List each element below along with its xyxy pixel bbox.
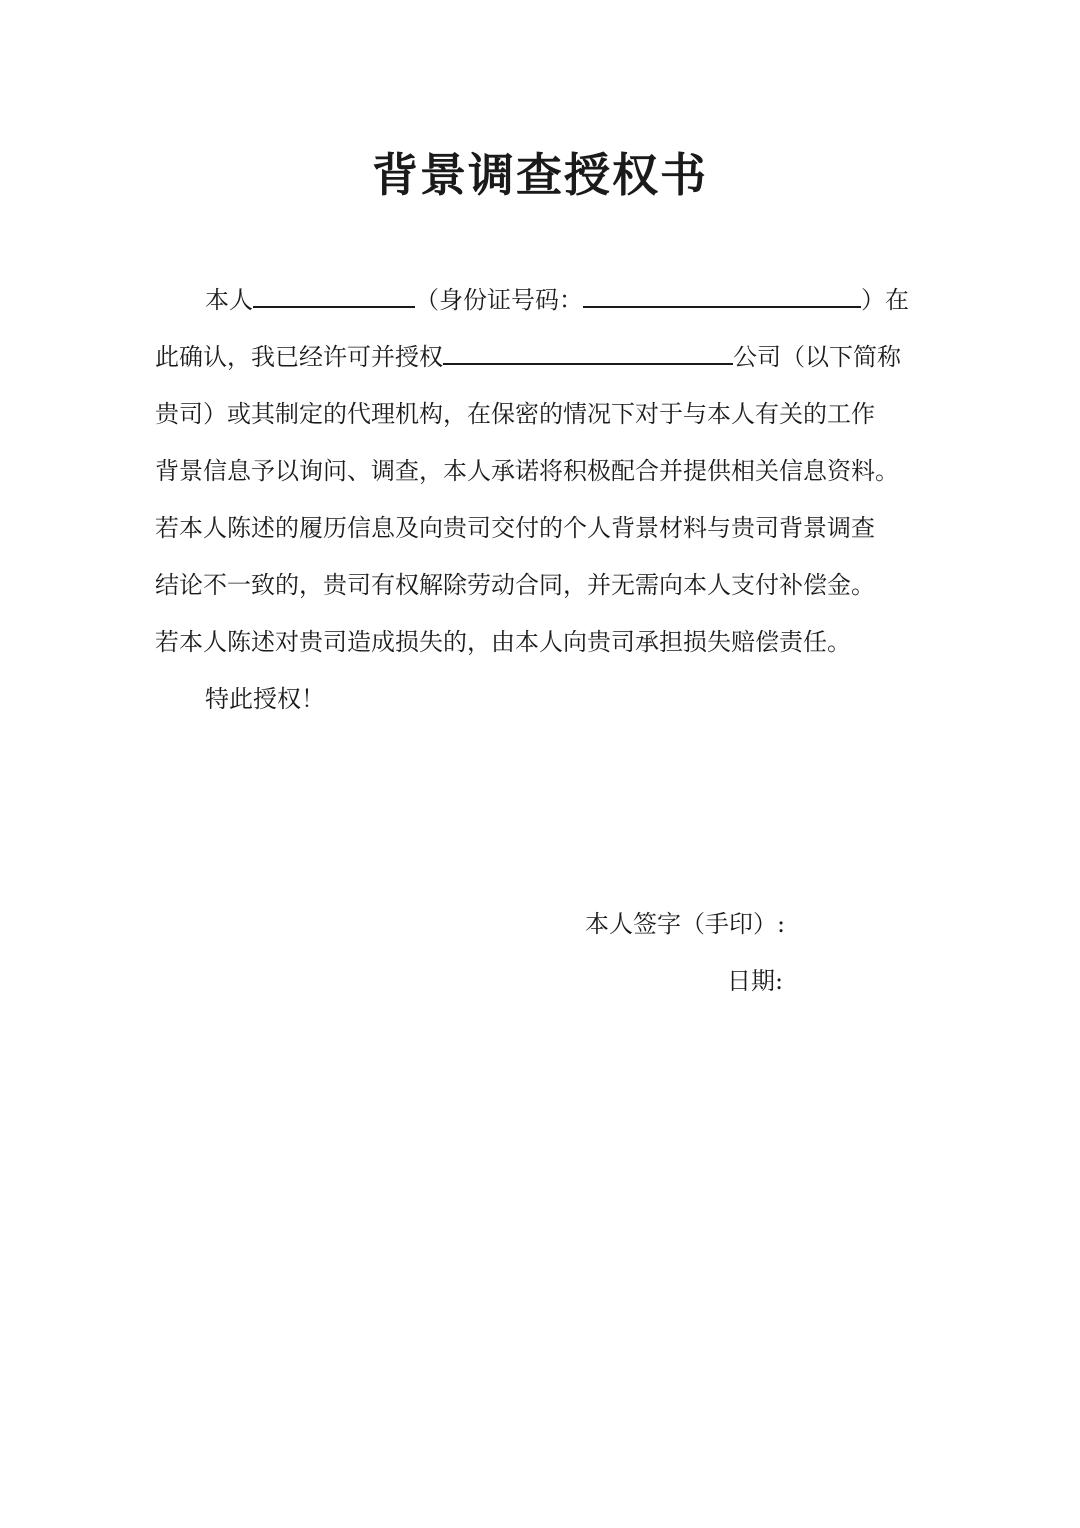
company-blank-field[interactable] [443,339,733,365]
text-segment: （身份证号码： [415,286,583,314]
text-segment: 本人 [205,286,253,314]
paragraph-line-7: 若本人陈述对贵司造成损失的，由本人向贵司承担损失赔偿责任。 [155,628,851,656]
date-label: 日期: [727,967,784,995]
text-segment: 公司（以下简称 [733,343,901,371]
paragraph-line-1 [205,282,909,318]
paragraph-line-4: 背景信息予以询问、调查，本人承诺将积极配合并提供相关信息资料。 [155,457,899,485]
document-title: 背景调查授权书 [372,148,708,202]
text-segment: 此确认，我已经许可并授权 [155,343,443,371]
paragraph-line-6: 结论不一致的，贵司有权解除劳动合同，并无需向本人支付补偿金。 [155,571,875,599]
closing-statement: 特此授权！ [205,685,325,713]
name-blank-field[interactable] [253,282,415,308]
paragraph-line-5: 若本人陈述的履历信息及向贵司交付的个人背景材料与贵司背景调查 [155,514,875,542]
text-segment: ）在 [861,286,909,314]
paragraph-line-2 [155,339,901,375]
id-number-blank-field[interactable] [583,282,861,308]
paragraph-line-3: 贵司）或其制定的代理机构，在保密的情况下对于与本人有关的工作 [155,400,875,428]
signature-label: 本人签字（手印）: [585,910,786,938]
